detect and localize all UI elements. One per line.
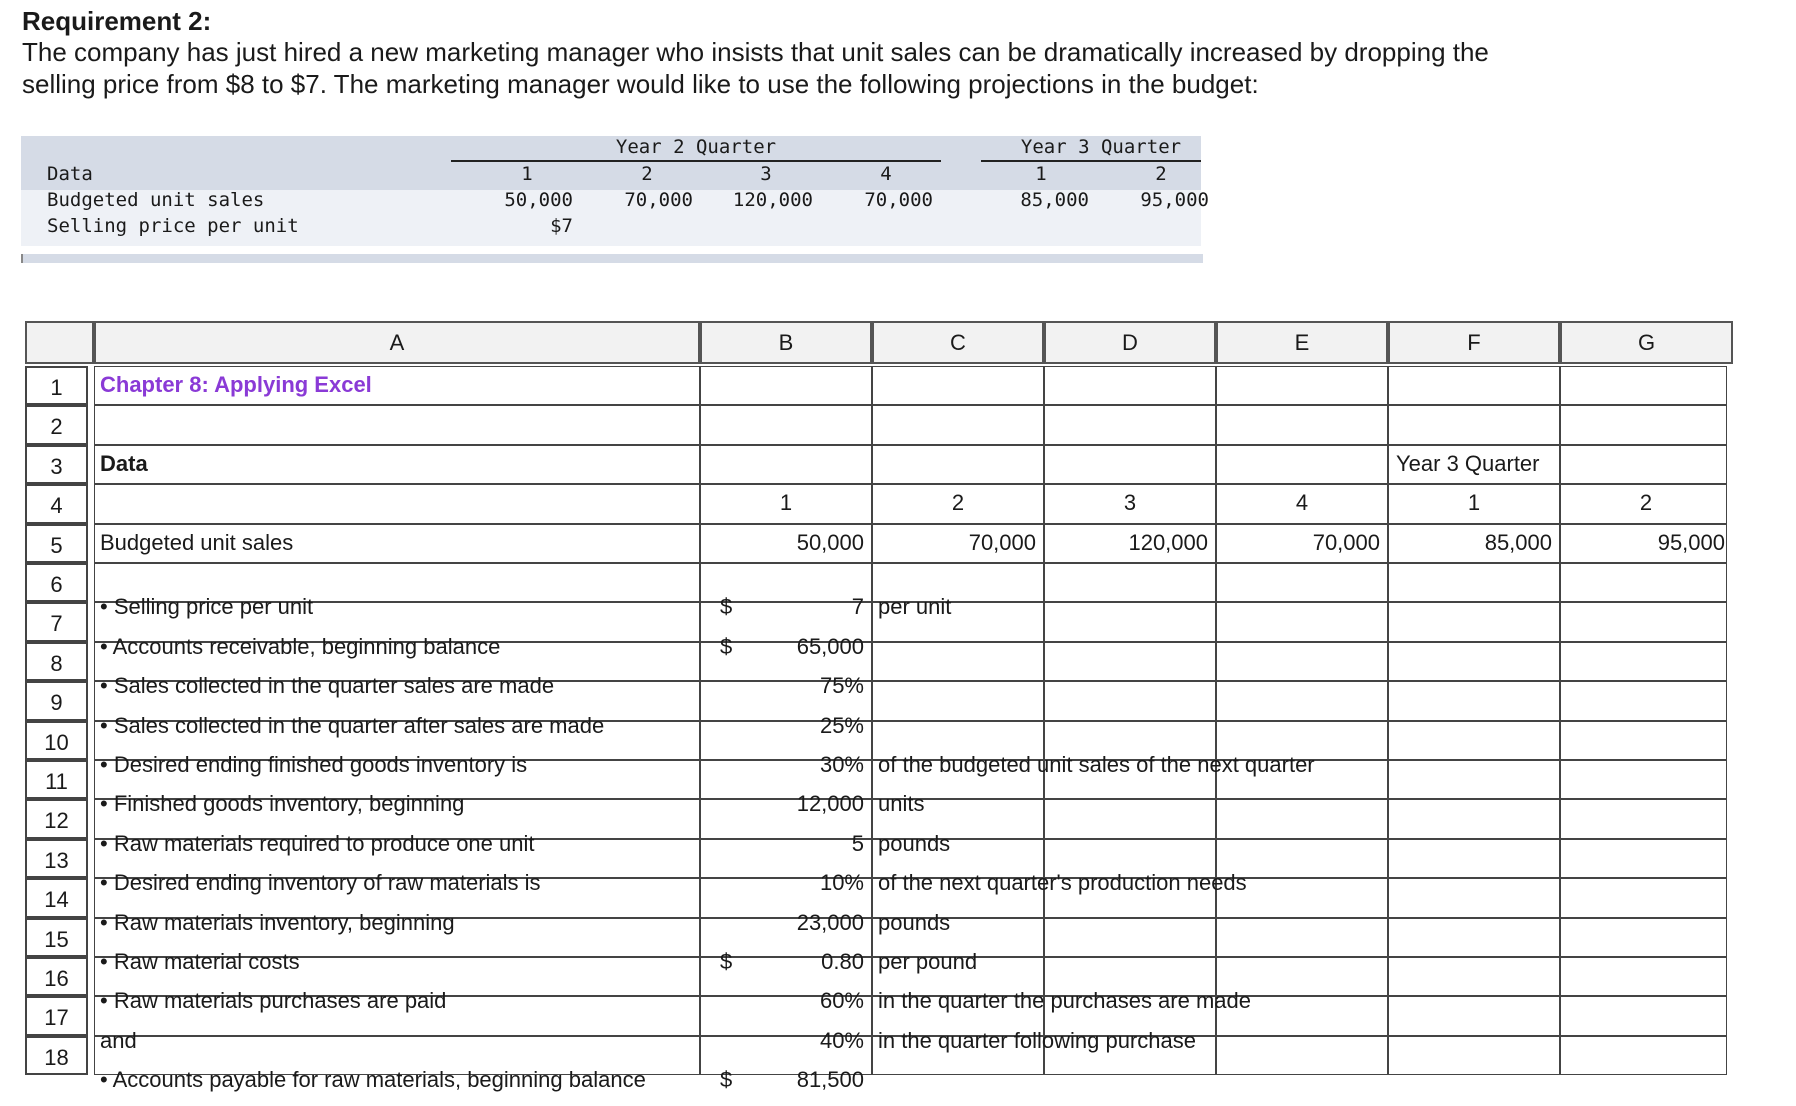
item-value: 40%	[819, 1027, 864, 1053]
item-label: • Accounts payable for raw materials, beginning balance	[100, 1067, 646, 1093]
projection-price-label: Selling price per unit	[47, 215, 299, 237]
cell-f17[interactable]	[1388, 996, 1560, 1035]
column-header-b[interactable]: B	[700, 321, 872, 364]
cell-g2[interactable]	[1560, 405, 1727, 444]
requirement-line-1: The company has just hired a new marketing manager who insists that unit sales can be dramatically increased by dropping the	[22, 37, 1489, 67]
cell-e12[interactable]	[1216, 799, 1388, 838]
column-header-a[interactable]: A	[94, 321, 700, 364]
cell-f11[interactable]	[1388, 760, 1560, 799]
projection-year2-underline	[451, 160, 941, 162]
item-note: of the next quarter's production needs	[878, 870, 1247, 896]
cell-f10[interactable]	[1388, 721, 1560, 760]
dollar-sign: $	[720, 633, 733, 659]
row-header-7[interactable]: 7	[25, 602, 88, 641]
cell-f18[interactable]	[1388, 1036, 1560, 1075]
quarter-header: 1	[779, 490, 793, 516]
cell-f8[interactable]	[1388, 642, 1560, 681]
item-value: 7	[851, 594, 864, 620]
item-note: per pound	[878, 949, 978, 974]
item-label: • Raw material costs	[100, 949, 300, 974]
cell-g8[interactable]	[1560, 642, 1727, 681]
cell-f7[interactable]	[1388, 602, 1560, 641]
cell-f12[interactable]	[1388, 799, 1560, 838]
cell-c3[interactable]	[872, 445, 1044, 484]
projection-sales-value: 70,000	[624, 189, 693, 211]
sales-value: 50,000	[796, 529, 864, 555]
item-label: • Accounts receivable, beginning balance	[100, 633, 501, 659]
projection-quarter: 3	[760, 163, 772, 185]
cell-a4[interactable]	[94, 484, 700, 523]
cell-g14[interactable]	[1560, 878, 1727, 917]
cell-g16[interactable]	[1560, 957, 1727, 996]
cell-f16[interactable]	[1388, 957, 1560, 996]
item-label: • Selling price per unit	[100, 594, 314, 620]
cell-e6[interactable]	[1216, 563, 1388, 602]
row-header-16[interactable]: 16	[25, 957, 88, 996]
row-header-6[interactable]: 6	[25, 563, 88, 602]
item-value: 81,500	[796, 1067, 864, 1093]
projection-sales-value: 85,000	[1020, 189, 1089, 211]
projection-table	[21, 136, 1209, 264]
dollar-sign: $	[720, 594, 733, 620]
corner-cell[interactable]	[25, 321, 94, 364]
row-header-8[interactable]: 8	[25, 642, 88, 681]
item-value: 75%	[819, 673, 864, 699]
cell-e18[interactable]	[1216, 1036, 1388, 1075]
item-note: of the budgeted unit sales of the next quarter	[878, 752, 1315, 777]
sales-value: 85,000	[1484, 529, 1552, 555]
sales-value: 70,000	[968, 529, 1036, 555]
cell-g6[interactable]	[1560, 563, 1727, 602]
cell-g18[interactable]	[1560, 1036, 1727, 1075]
item-label: • Sales collected in the quarter sales are made	[100, 673, 555, 699]
cell-g1[interactable]	[1560, 366, 1727, 405]
item-label: and	[100, 1027, 137, 1053]
sales-value: 120,000	[1128, 529, 1208, 555]
column-header-g[interactable]: G	[1560, 321, 1733, 364]
dollar-sign: $	[720, 949, 733, 974]
cell-c8[interactable]	[872, 642, 1044, 681]
row-header-17[interactable]: 17	[25, 996, 88, 1035]
cell-f2[interactable]	[1388, 405, 1560, 444]
projection-sales-value: 95,000	[1140, 189, 1209, 211]
projection-bottom-bar	[21, 254, 1203, 263]
item-label: • Sales collected in the quarter after sales are made	[100, 712, 605, 738]
column-header-f[interactable]: F	[1388, 321, 1560, 364]
item-value: 0.80	[821, 949, 864, 974]
cell-f6[interactable]	[1388, 563, 1560, 602]
cell-g12[interactable]	[1560, 799, 1727, 838]
requirement-block	[22, 6, 1742, 100]
quarter-header: 4	[1295, 490, 1309, 516]
quarter-header: 1	[1467, 490, 1481, 516]
projection-quarter: 4	[880, 163, 892, 185]
projection-year2-label: Year 2 Quarter	[615, 136, 777, 158]
cell-e3[interactable]	[1216, 445, 1388, 484]
item-value: 23,000	[796, 909, 864, 935]
data-label: Data	[100, 450, 148, 476]
projection-year3-label: Year 3 Quarter	[1020, 136, 1182, 158]
projection-data-label: Data	[47, 163, 93, 185]
quarter-header: 2	[1639, 490, 1653, 516]
item-label: • Raw materials inventory, beginning	[100, 909, 455, 935]
cell-g9[interactable]	[1560, 681, 1727, 720]
dollar-sign: $	[720, 1067, 733, 1093]
cell-g15[interactable]	[1560, 918, 1727, 957]
cell-e7[interactable]	[1216, 602, 1388, 641]
sales-value: 70,000	[1312, 529, 1380, 555]
row-header-14[interactable]: 14	[25, 878, 88, 917]
cell-g17[interactable]	[1560, 996, 1727, 1035]
cell-d15[interactable]	[1044, 918, 1216, 957]
cell-d3[interactable]	[1044, 445, 1216, 484]
projection-quarter: 1	[521, 163, 533, 185]
row-header-18[interactable]: 18	[25, 1036, 88, 1075]
item-label: • Finished goods inventory, beginning	[100, 791, 465, 817]
projection-sales-label: Budgeted unit sales	[47, 189, 265, 211]
cell-f1[interactable]	[1388, 366, 1560, 405]
cell-e8[interactable]	[1216, 642, 1388, 681]
cell-d1[interactable]	[1044, 366, 1216, 405]
quarter-header: 3	[1123, 490, 1137, 516]
projection-sales-value: 70,000	[864, 189, 933, 211]
cell-b3[interactable]	[700, 445, 872, 484]
item-label: • Raw materials purchases are paid	[100, 988, 447, 1014]
projection-quarter: 1	[1035, 163, 1047, 185]
projection-sales-value: 120,000	[732, 189, 813, 211]
column-header-e[interactable]: E	[1216, 321, 1388, 364]
cell-d7[interactable]	[1044, 602, 1216, 641]
item-value: 10%	[819, 870, 864, 896]
cell-g11[interactable]	[1560, 760, 1727, 799]
row-header-11[interactable]: 11	[25, 760, 88, 799]
cell-e9[interactable]	[1216, 681, 1388, 720]
item-note: in the quarter the purchases are made	[878, 988, 1252, 1014]
cell-c9[interactable]	[872, 681, 1044, 720]
column-header-d[interactable]: D	[1044, 321, 1216, 364]
item-label: • Desired ending finished goods inventory is	[100, 752, 528, 777]
cell-f13[interactable]	[1388, 839, 1560, 878]
projection-price-value: $7	[550, 215, 573, 237]
row-header-15[interactable]: 15	[25, 918, 88, 957]
cell-b2[interactable]	[700, 405, 872, 444]
row-header-4[interactable]: 4	[25, 484, 88, 523]
cell-e15[interactable]	[1216, 918, 1388, 957]
row-header-5[interactable]: 5	[25, 524, 88, 563]
cell-g7[interactable]	[1560, 602, 1727, 641]
item-note: units	[878, 791, 925, 817]
row-header-3[interactable]: 3	[25, 445, 88, 484]
item-label: • Desired ending inventory of raw materials is	[100, 870, 541, 896]
cell-d9[interactable]	[1044, 681, 1216, 720]
item-value: 5	[851, 830, 864, 856]
cell-a2[interactable]	[94, 405, 700, 444]
cell-d2[interactable]	[1044, 405, 1216, 444]
item-note: pounds	[878, 909, 951, 935]
cell-d6[interactable]	[1044, 563, 1216, 602]
row-header-2[interactable]: 2	[25, 405, 88, 444]
cell-g3[interactable]	[1560, 445, 1727, 484]
row-header-1[interactable]: 1	[25, 366, 88, 405]
item-note: per unit	[878, 594, 952, 620]
row-header-9[interactable]: 9	[25, 681, 88, 720]
cell-e2[interactable]	[1216, 405, 1388, 444]
column-header-c[interactable]: C	[872, 321, 1044, 364]
projection-quarter: 2	[1155, 163, 1167, 185]
requirement-title: Requirement 2:	[22, 6, 212, 36]
item-value: 60%	[819, 988, 864, 1014]
cell-c1[interactable]	[872, 366, 1044, 405]
sheet-title: Chapter 8: Applying Excel	[100, 372, 372, 397]
cell-g13[interactable]	[1560, 839, 1727, 878]
projection-sales-value: 50,000	[504, 189, 573, 211]
quarter-header: 2	[951, 490, 965, 516]
cell-d12[interactable]	[1044, 799, 1216, 838]
item-note: pounds	[878, 830, 951, 856]
cell-f15[interactable]	[1388, 918, 1560, 957]
cell-f9[interactable]	[1388, 681, 1560, 720]
item-label: • Raw materials required to produce one unit	[100, 830, 535, 856]
cell-b1[interactable]	[700, 366, 872, 405]
sales-label: Budgeted unit sales	[100, 529, 294, 555]
item-value: 30%	[819, 752, 864, 777]
cell-e1[interactable]	[1216, 366, 1388, 405]
cell-g10[interactable]	[1560, 721, 1727, 760]
item-value: 65,000	[796, 633, 864, 659]
cell-c2[interactable]	[872, 405, 1044, 444]
projection-year3-underline	[981, 160, 1201, 162]
row-header-12[interactable]: 12	[25, 799, 88, 838]
sales-value: 95,000	[1657, 529, 1725, 555]
cell-a3[interactable]	[94, 445, 700, 484]
item-value: 12,000	[796, 791, 864, 817]
projection-quarter: 2	[641, 163, 653, 185]
item-value: 25%	[819, 712, 864, 738]
cell-d8[interactable]	[1044, 642, 1216, 681]
row-header-10[interactable]: 10	[25, 721, 88, 760]
row-header-13[interactable]: 13	[25, 839, 88, 878]
year3-quarter-label: Year 3 Quarter	[1396, 450, 1540, 476]
cell-f14[interactable]	[1388, 878, 1560, 917]
item-note: in the quarter following purchase	[878, 1027, 1196, 1053]
requirement-line-2: selling price from $8 to $7. The marketing manager would like to use the following projections in the budget:	[22, 69, 1259, 99]
